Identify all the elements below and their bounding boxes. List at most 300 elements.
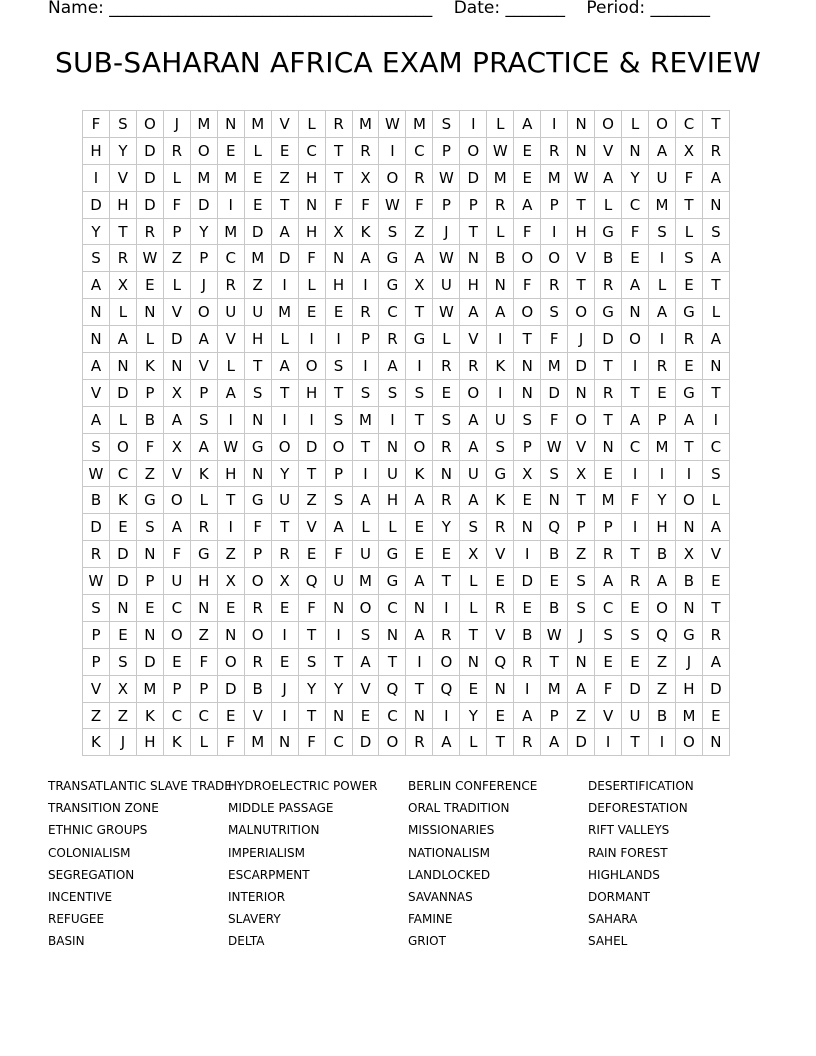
grid-cell[interactable]: R: [541, 272, 568, 299]
grid-cell[interactable]: C: [109, 460, 136, 487]
grid-cell[interactable]: Z: [109, 702, 136, 729]
grid-cell[interactable]: T: [217, 487, 244, 514]
grid-cell[interactable]: S: [649, 218, 676, 245]
grid-cell[interactable]: H: [244, 326, 271, 353]
grid-cell[interactable]: G: [675, 379, 702, 406]
grid-cell[interactable]: E: [487, 568, 514, 595]
grid-cell[interactable]: M: [190, 111, 217, 138]
grid-cell[interactable]: S: [514, 406, 541, 433]
grid-cell[interactable]: A: [325, 514, 352, 541]
grid-cell[interactable]: A: [406, 568, 433, 595]
grid-cell[interactable]: E: [622, 245, 649, 272]
grid-cell[interactable]: T: [406, 299, 433, 326]
grid-cell[interactable]: Q: [433, 675, 460, 702]
grid-cell[interactable]: R: [244, 595, 271, 622]
grid-cell[interactable]: S: [433, 111, 460, 138]
grid-cell[interactable]: S: [702, 218, 729, 245]
grid-cell[interactable]: T: [433, 568, 460, 595]
grid-cell[interactable]: O: [622, 326, 649, 353]
grid-cell[interactable]: Z: [406, 218, 433, 245]
grid-cell[interactable]: O: [460, 137, 487, 164]
grid-cell[interactable]: G: [595, 299, 622, 326]
grid-cell[interactable]: F: [352, 191, 379, 218]
grid-cell[interactable]: W: [83, 568, 110, 595]
grid-cell[interactable]: E: [514, 595, 541, 622]
grid-cell[interactable]: D: [568, 353, 595, 380]
grid-cell[interactable]: M: [217, 218, 244, 245]
grid-cell[interactable]: V: [109, 164, 136, 191]
grid-cell[interactable]: R: [514, 729, 541, 756]
grid-cell[interactable]: J: [675, 648, 702, 675]
grid-cell[interactable]: D: [136, 191, 163, 218]
grid-cell[interactable]: R: [675, 326, 702, 353]
grid-cell[interactable]: O: [433, 648, 460, 675]
grid-cell[interactable]: Z: [190, 621, 217, 648]
grid-cell[interactable]: T: [568, 272, 595, 299]
grid-cell[interactable]: O: [514, 299, 541, 326]
grid-cell[interactable]: R: [595, 379, 622, 406]
grid-cell[interactable]: R: [136, 218, 163, 245]
grid-cell[interactable]: L: [487, 218, 514, 245]
grid-cell[interactable]: N: [595, 433, 622, 460]
grid-cell[interactable]: Y: [460, 702, 487, 729]
grid-cell[interactable]: I: [352, 353, 379, 380]
grid-cell[interactable]: P: [514, 433, 541, 460]
grid-cell[interactable]: S: [352, 379, 379, 406]
grid-cell[interactable]: T: [702, 595, 729, 622]
grid-cell[interactable]: X: [217, 568, 244, 595]
grid-cell[interactable]: D: [217, 675, 244, 702]
grid-cell[interactable]: O: [675, 729, 702, 756]
grid-cell[interactable]: A: [83, 272, 110, 299]
grid-cell[interactable]: A: [595, 568, 622, 595]
grid-cell[interactable]: N: [325, 702, 352, 729]
grid-cell[interactable]: L: [298, 111, 325, 138]
grid-cell[interactable]: U: [271, 487, 298, 514]
grid-cell[interactable]: N: [379, 433, 406, 460]
grid-cell[interactable]: S: [568, 568, 595, 595]
grid-cell[interactable]: M: [649, 433, 676, 460]
grid-cell[interactable]: B: [487, 245, 514, 272]
grid-cell[interactable]: E: [244, 191, 271, 218]
grid-cell[interactable]: F: [298, 595, 325, 622]
grid-cell[interactable]: N: [702, 729, 729, 756]
grid-cell[interactable]: T: [298, 621, 325, 648]
grid-cell[interactable]: P: [649, 406, 676, 433]
grid-cell[interactable]: J: [568, 326, 595, 353]
grid-cell[interactable]: V: [83, 379, 110, 406]
grid-cell[interactable]: R: [702, 621, 729, 648]
grid-cell[interactable]: T: [298, 460, 325, 487]
grid-cell[interactable]: O: [352, 595, 379, 622]
grid-cell[interactable]: M: [649, 191, 676, 218]
grid-cell[interactable]: K: [136, 702, 163, 729]
grid-cell[interactable]: F: [83, 111, 110, 138]
grid-cell[interactable]: L: [487, 111, 514, 138]
grid-cell[interactable]: N: [244, 406, 271, 433]
grid-cell[interactable]: D: [109, 568, 136, 595]
grid-cell[interactable]: L: [190, 487, 217, 514]
grid-cell[interactable]: O: [271, 433, 298, 460]
grid-cell[interactable]: O: [541, 245, 568, 272]
grid-cell[interactable]: R: [487, 514, 514, 541]
grid-cell[interactable]: T: [541, 648, 568, 675]
grid-cell[interactable]: R: [163, 137, 190, 164]
grid-cell[interactable]: D: [298, 433, 325, 460]
grid-cell[interactable]: Y: [298, 675, 325, 702]
grid-cell[interactable]: P: [190, 675, 217, 702]
grid-cell[interactable]: O: [190, 137, 217, 164]
grid-cell[interactable]: S: [83, 595, 110, 622]
grid-cell[interactable]: T: [271, 191, 298, 218]
grid-cell[interactable]: N: [271, 729, 298, 756]
grid-cell[interactable]: E: [352, 702, 379, 729]
grid-cell[interactable]: A: [460, 406, 487, 433]
grid-cell[interactable]: R: [595, 541, 622, 568]
grid-cell[interactable]: K: [406, 460, 433, 487]
grid-cell[interactable]: D: [244, 218, 271, 245]
grid-cell[interactable]: U: [352, 541, 379, 568]
grid-cell[interactable]: X: [514, 460, 541, 487]
grid-cell[interactable]: F: [622, 218, 649, 245]
grid-cell[interactable]: N: [109, 595, 136, 622]
grid-cell[interactable]: N: [622, 299, 649, 326]
grid-cell[interactable]: H: [136, 729, 163, 756]
grid-cell[interactable]: T: [487, 729, 514, 756]
grid-cell[interactable]: I: [271, 406, 298, 433]
grid-cell[interactable]: A: [271, 353, 298, 380]
grid-cell[interactable]: L: [702, 487, 729, 514]
grid-cell[interactable]: L: [217, 353, 244, 380]
grid-cell[interactable]: Y: [271, 460, 298, 487]
grid-cell[interactable]: H: [568, 218, 595, 245]
grid-cell[interactable]: Z: [649, 675, 676, 702]
grid-cell[interactable]: F: [136, 433, 163, 460]
grid-cell[interactable]: W: [217, 433, 244, 460]
grid-cell[interactable]: R: [406, 164, 433, 191]
grid-cell[interactable]: K: [163, 729, 190, 756]
grid-cell[interactable]: L: [136, 326, 163, 353]
grid-cell[interactable]: E: [649, 379, 676, 406]
grid-cell[interactable]: I: [622, 514, 649, 541]
grid-cell[interactable]: Z: [568, 702, 595, 729]
grid-cell[interactable]: F: [163, 191, 190, 218]
grid-cell[interactable]: C: [217, 245, 244, 272]
grid-cell[interactable]: P: [325, 460, 352, 487]
grid-cell[interactable]: F: [541, 326, 568, 353]
grid-cell[interactable]: X: [325, 218, 352, 245]
grid-cell[interactable]: U: [460, 460, 487, 487]
grid-cell[interactable]: L: [163, 272, 190, 299]
grid-cell[interactable]: T: [109, 218, 136, 245]
grid-cell[interactable]: P: [190, 379, 217, 406]
grid-cell[interactable]: A: [514, 111, 541, 138]
grid-cell[interactable]: I: [649, 729, 676, 756]
grid-cell[interactable]: P: [136, 379, 163, 406]
grid-cell[interactable]: F: [595, 675, 622, 702]
grid-cell[interactable]: R: [433, 353, 460, 380]
grid-cell[interactable]: R: [325, 111, 352, 138]
grid-cell[interactable]: A: [595, 164, 622, 191]
grid-cell[interactable]: D: [136, 648, 163, 675]
grid-cell[interactable]: A: [514, 702, 541, 729]
grid-cell[interactable]: W: [487, 137, 514, 164]
grid-cell[interactable]: A: [190, 326, 217, 353]
grid-cell[interactable]: S: [83, 245, 110, 272]
grid-cell[interactable]: I: [298, 406, 325, 433]
grid-cell[interactable]: S: [379, 218, 406, 245]
grid-cell[interactable]: O: [109, 433, 136, 460]
grid-cell[interactable]: E: [298, 541, 325, 568]
grid-cell[interactable]: P: [541, 191, 568, 218]
grid-cell[interactable]: D: [352, 729, 379, 756]
grid-cell[interactable]: B: [649, 702, 676, 729]
grid-cell[interactable]: H: [190, 568, 217, 595]
grid-cell[interactable]: S: [190, 406, 217, 433]
grid-cell[interactable]: E: [136, 272, 163, 299]
grid-cell[interactable]: E: [217, 137, 244, 164]
grid-cell[interactable]: H: [298, 379, 325, 406]
grid-cell[interactable]: V: [83, 675, 110, 702]
grid-cell[interactable]: T: [460, 218, 487, 245]
grid-cell[interactable]: A: [379, 353, 406, 380]
grid-cell[interactable]: L: [109, 299, 136, 326]
grid-cell[interactable]: I: [675, 460, 702, 487]
grid-cell[interactable]: G: [379, 272, 406, 299]
grid-cell[interactable]: W: [136, 245, 163, 272]
grid-cell[interactable]: S: [325, 353, 352, 380]
grid-cell[interactable]: T: [352, 433, 379, 460]
grid-cell[interactable]: L: [298, 272, 325, 299]
grid-cell[interactable]: A: [675, 406, 702, 433]
grid-cell[interactable]: W: [568, 164, 595, 191]
grid-cell[interactable]: T: [595, 353, 622, 380]
grid-cell[interactable]: L: [702, 299, 729, 326]
grid-cell[interactable]: E: [433, 541, 460, 568]
grid-cell[interactable]: V: [163, 460, 190, 487]
grid-cell[interactable]: Z: [163, 245, 190, 272]
grid-cell[interactable]: P: [83, 648, 110, 675]
grid-cell[interactable]: R: [271, 541, 298, 568]
grid-cell[interactable]: S: [379, 379, 406, 406]
grid-cell[interactable]: P: [460, 191, 487, 218]
grid-cell[interactable]: Y: [83, 218, 110, 245]
grid-cell[interactable]: O: [298, 353, 325, 380]
grid-cell[interactable]: E: [109, 621, 136, 648]
grid-cell[interactable]: U: [622, 702, 649, 729]
grid-cell[interactable]: I: [379, 406, 406, 433]
grid-cell[interactable]: A: [649, 568, 676, 595]
grid-cell[interactable]: I: [325, 326, 352, 353]
grid-cell[interactable]: P: [83, 621, 110, 648]
grid-cell[interactable]: L: [379, 514, 406, 541]
grid-cell[interactable]: Z: [136, 460, 163, 487]
grid-cell[interactable]: M: [541, 164, 568, 191]
grid-cell[interactable]: I: [460, 111, 487, 138]
grid-cell[interactable]: R: [595, 272, 622, 299]
grid-cell[interactable]: L: [460, 595, 487, 622]
grid-cell[interactable]: H: [675, 675, 702, 702]
grid-cell[interactable]: I: [702, 406, 729, 433]
grid-cell[interactable]: F: [406, 191, 433, 218]
grid-cell[interactable]: Y: [190, 218, 217, 245]
grid-cell[interactable]: O: [406, 433, 433, 460]
grid-cell[interactable]: P: [244, 541, 271, 568]
grid-cell[interactable]: I: [352, 272, 379, 299]
grid-cell[interactable]: N: [298, 191, 325, 218]
grid-cell[interactable]: L: [244, 137, 271, 164]
grid-cell[interactable]: X: [352, 164, 379, 191]
grid-cell[interactable]: B: [649, 541, 676, 568]
grid-cell[interactable]: U: [379, 460, 406, 487]
grid-cell[interactable]: W: [379, 191, 406, 218]
grid-cell[interactable]: T: [568, 191, 595, 218]
grid-cell[interactable]: I: [622, 460, 649, 487]
grid-cell[interactable]: G: [379, 541, 406, 568]
grid-cell[interactable]: C: [379, 595, 406, 622]
grid-cell[interactable]: A: [109, 326, 136, 353]
grid-cell[interactable]: I: [649, 460, 676, 487]
grid-cell[interactable]: D: [622, 675, 649, 702]
grid-cell[interactable]: J: [433, 218, 460, 245]
grid-cell[interactable]: S: [541, 299, 568, 326]
grid-cell[interactable]: D: [83, 191, 110, 218]
grid-cell[interactable]: A: [702, 514, 729, 541]
grid-cell[interactable]: L: [190, 729, 217, 756]
grid-cell[interactable]: W: [433, 299, 460, 326]
grid-cell[interactable]: O: [244, 568, 271, 595]
grid-cell[interactable]: N: [406, 595, 433, 622]
grid-cell[interactable]: B: [541, 595, 568, 622]
grid-cell[interactable]: E: [271, 648, 298, 675]
grid-cell[interactable]: F: [514, 218, 541, 245]
grid-cell[interactable]: F: [298, 729, 325, 756]
grid-cell[interactable]: L: [675, 218, 702, 245]
grid-cell[interactable]: G: [379, 245, 406, 272]
grid-cell[interactable]: L: [649, 272, 676, 299]
grid-cell[interactable]: K: [487, 487, 514, 514]
grid-cell[interactable]: W: [541, 433, 568, 460]
grid-cell[interactable]: D: [109, 379, 136, 406]
grid-cell[interactable]: A: [83, 406, 110, 433]
grid-cell[interactable]: L: [433, 326, 460, 353]
grid-cell[interactable]: D: [83, 514, 110, 541]
grid-cell[interactable]: T: [702, 272, 729, 299]
grid-cell[interactable]: I: [433, 595, 460, 622]
grid-cell[interactable]: A: [702, 245, 729, 272]
grid-cell[interactable]: E: [487, 702, 514, 729]
grid-cell[interactable]: E: [675, 272, 702, 299]
grid-cell[interactable]: A: [217, 379, 244, 406]
grid-cell[interactable]: A: [649, 137, 676, 164]
grid-cell[interactable]: N: [325, 245, 352, 272]
grid-cell[interactable]: U: [244, 299, 271, 326]
grid-cell[interactable]: B: [514, 621, 541, 648]
grid-cell[interactable]: N: [622, 137, 649, 164]
grid-cell[interactable]: S: [325, 406, 352, 433]
grid-cell[interactable]: I: [352, 460, 379, 487]
grid-cell[interactable]: I: [83, 164, 110, 191]
grid-cell[interactable]: N: [487, 272, 514, 299]
grid-cell[interactable]: O: [514, 245, 541, 272]
grid-cell[interactable]: N: [190, 595, 217, 622]
grid-cell[interactable]: V: [163, 299, 190, 326]
grid-cell[interactable]: N: [568, 379, 595, 406]
grid-cell[interactable]: F: [325, 541, 352, 568]
grid-cell[interactable]: O: [595, 111, 622, 138]
grid-cell[interactable]: T: [702, 111, 729, 138]
grid-cell[interactable]: M: [541, 675, 568, 702]
grid-cell[interactable]: E: [595, 648, 622, 675]
grid-cell[interactable]: S: [487, 433, 514, 460]
grid-cell[interactable]: C: [702, 433, 729, 460]
grid-cell[interactable]: T: [406, 406, 433, 433]
grid-cell[interactable]: I: [406, 353, 433, 380]
grid-cell[interactable]: I: [217, 514, 244, 541]
grid-cell[interactable]: A: [406, 245, 433, 272]
grid-cell[interactable]: A: [406, 621, 433, 648]
grid-cell[interactable]: F: [217, 729, 244, 756]
grid-cell[interactable]: D: [702, 675, 729, 702]
grid-cell[interactable]: E: [217, 595, 244, 622]
grid-cell[interactable]: M: [244, 245, 271, 272]
grid-cell[interactable]: D: [541, 379, 568, 406]
grid-cell[interactable]: R: [190, 514, 217, 541]
grid-cell[interactable]: I: [271, 621, 298, 648]
grid-cell[interactable]: X: [109, 272, 136, 299]
grid-cell[interactable]: Z: [83, 702, 110, 729]
grid-cell[interactable]: V: [595, 702, 622, 729]
grid-cell[interactable]: A: [352, 245, 379, 272]
grid-cell[interactable]: U: [649, 164, 676, 191]
grid-cell[interactable]: E: [136, 595, 163, 622]
grid-cell[interactable]: O: [244, 621, 271, 648]
grid-cell[interactable]: L: [109, 406, 136, 433]
grid-cell[interactable]: E: [433, 379, 460, 406]
grid-cell[interactable]: A: [190, 433, 217, 460]
grid-cell[interactable]: I: [271, 272, 298, 299]
grid-cell[interactable]: E: [514, 137, 541, 164]
grid-cell[interactable]: R: [83, 541, 110, 568]
grid-cell[interactable]: R: [514, 648, 541, 675]
grid-cell[interactable]: Y: [433, 514, 460, 541]
grid-cell[interactable]: L: [163, 164, 190, 191]
grid-cell[interactable]: K: [487, 353, 514, 380]
grid-cell[interactable]: R: [433, 433, 460, 460]
grid-cell[interactable]: F: [190, 648, 217, 675]
grid-cell[interactable]: R: [702, 137, 729, 164]
grid-cell[interactable]: X: [163, 433, 190, 460]
grid-cell[interactable]: W: [433, 245, 460, 272]
grid-cell[interactable]: L: [460, 568, 487, 595]
grid-cell[interactable]: P: [568, 514, 595, 541]
grid-cell[interactable]: N: [433, 460, 460, 487]
grid-cell[interactable]: M: [487, 164, 514, 191]
grid-cell[interactable]: N: [109, 353, 136, 380]
grid-cell[interactable]: A: [352, 648, 379, 675]
grid-cell[interactable]: N: [675, 514, 702, 541]
grid-cell[interactable]: E: [514, 164, 541, 191]
grid-cell[interactable]: S: [352, 621, 379, 648]
grid-cell[interactable]: L: [622, 111, 649, 138]
grid-cell[interactable]: I: [514, 541, 541, 568]
grid-cell[interactable]: V: [244, 702, 271, 729]
grid-cell[interactable]: C: [379, 299, 406, 326]
grid-cell[interactable]: A: [460, 299, 487, 326]
grid-cell[interactable]: A: [649, 299, 676, 326]
grid-cell[interactable]: M: [244, 111, 271, 138]
grid-cell[interactable]: M: [136, 675, 163, 702]
